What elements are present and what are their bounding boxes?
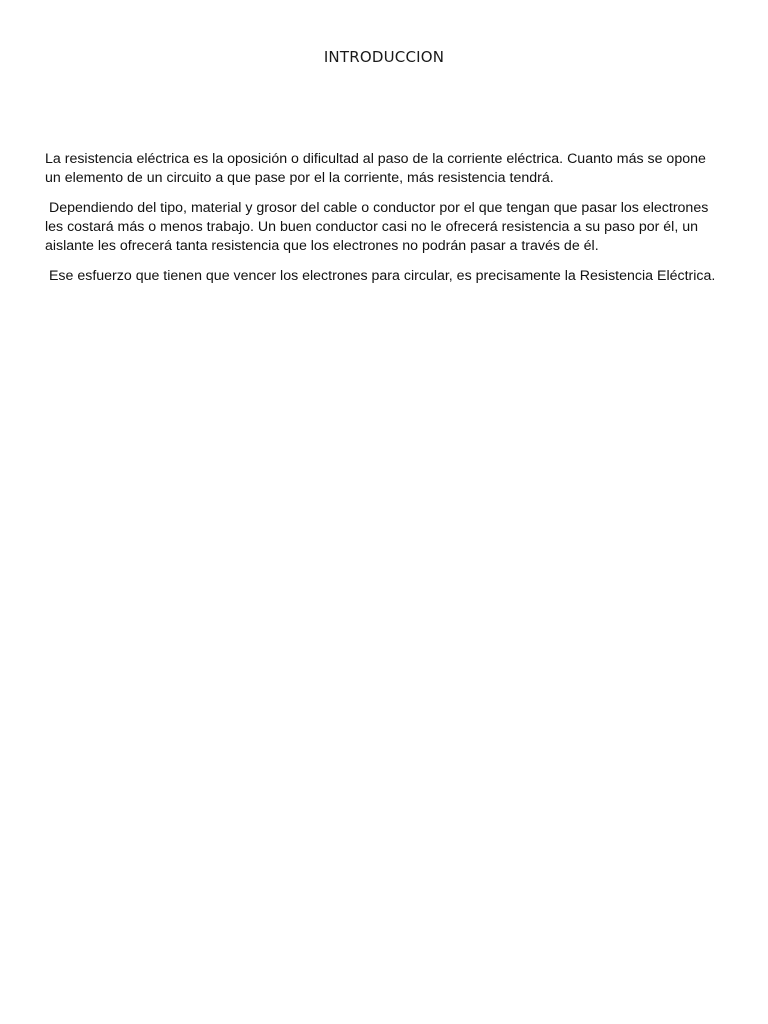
document-body [45, 150, 725, 297]
document-title: INTRODUCCION [323, 48, 445, 66]
paragraph-conductors: Dependiendo del tipo, material y grosor del cable o conductor por el que tengan que pasar los electrones les costará más o menos trabajo. Un buen conductor casi no le ofrecerá resistencia a su paso por él, un aislante les ofrecerá tanta resistencia que los electrones no podrán pasar a través de él. [45, 200, 713, 254]
paragraph-effort: Ese esfuerzo que tienen que vencer los electrones para circular, es precisamente la Resistencia Eléctrica. [45, 268, 716, 284]
paragraph-definition: La resistencia eléctrica es la oposición o dificultad al paso de la corriente eléctrica. Cuanto más se opone un elemento de un circuito a que pase por el la corriente, más resistencia tendrá. [45, 151, 710, 186]
